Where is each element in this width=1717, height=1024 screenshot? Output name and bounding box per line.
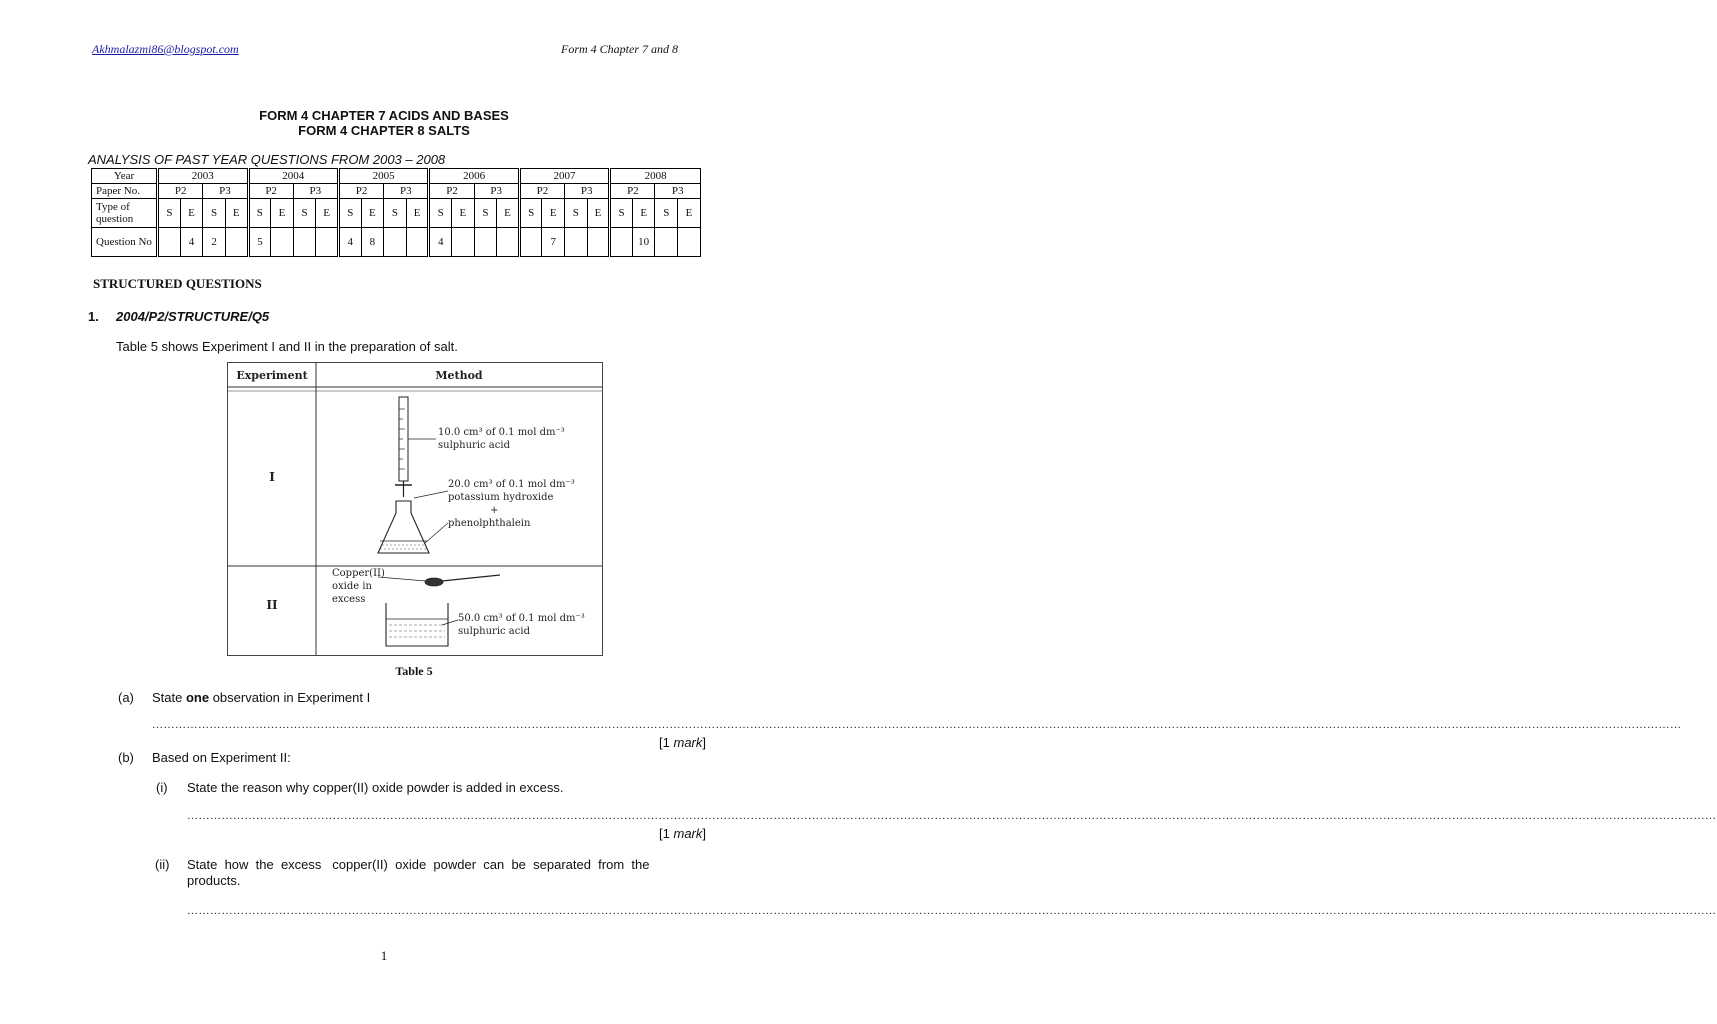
label-h2so4-2: sulphuric acid xyxy=(458,626,530,637)
type-cell: S xyxy=(519,199,542,228)
col-experiment: Experiment xyxy=(236,369,308,382)
question-cell xyxy=(497,228,520,257)
question-cell xyxy=(519,228,542,257)
question-cell: 5 xyxy=(248,228,271,257)
question-cell xyxy=(452,228,475,257)
question-cell xyxy=(406,228,429,257)
table-row-paper xyxy=(92,184,701,199)
title-line-2: FORM 4 CHAPTER 8 SALTS xyxy=(298,123,470,138)
type-cell: S xyxy=(203,199,226,228)
type-cell: S xyxy=(248,199,271,228)
question-cell: 7 xyxy=(542,228,565,257)
type-cell: E xyxy=(632,199,655,228)
question-cell xyxy=(158,228,181,257)
part-bi-label: (i) xyxy=(156,780,168,795)
part-a-pre: State xyxy=(152,690,186,705)
question-cell xyxy=(293,228,316,257)
label-acid-2: sulphuric acid xyxy=(438,440,510,451)
part-bi-text: State the reason why copper(II) oxide powder is added in excess. xyxy=(187,780,564,795)
type-label: Type of question xyxy=(92,199,158,228)
paper-cell: P2 xyxy=(610,184,655,199)
question-cell xyxy=(610,228,633,257)
experiment-figure xyxy=(227,362,603,656)
paper-cell: P3 xyxy=(384,184,429,199)
year-cell: 2006 xyxy=(429,169,519,184)
label-cuo-3: excess xyxy=(332,594,366,605)
type-cell: S xyxy=(610,199,633,228)
paper-cell: P2 xyxy=(429,184,474,199)
label-plus: + xyxy=(490,505,499,516)
part-b-text: Based on Experiment II: xyxy=(152,750,291,765)
table-row-year xyxy=(92,169,701,184)
type-cell: E xyxy=(271,199,294,228)
question-cell xyxy=(587,228,610,257)
paper-cell: P2 xyxy=(338,184,383,199)
question-cell xyxy=(384,228,407,257)
beaker xyxy=(386,603,448,646)
year-cell: 2007 xyxy=(519,169,609,184)
answer-line-bi[interactable]: ………………………………………………………………………………………………………………………………………………………………………………………………………………………………………………………………………………………………………………………………………………………………… xyxy=(187,810,1717,822)
part-bii-text-2: products. xyxy=(187,873,241,888)
answer-line-a[interactable]: ………………………………………………………………………………………………………………………………………………………………………………………………………………………………………………………………………………………………………………………………………………………………… xyxy=(152,719,1682,731)
type-cell: E xyxy=(452,199,475,228)
past-year-table xyxy=(91,168,701,257)
year-cell: 2008 xyxy=(610,169,701,184)
type-cell: E xyxy=(542,199,565,228)
type-cell: E xyxy=(497,199,520,228)
question-cell xyxy=(316,228,339,257)
label-koh-3: phenolphthalein xyxy=(448,518,531,529)
table-row-question xyxy=(92,228,701,257)
question-number: 1. xyxy=(88,309,99,324)
part-a-text xyxy=(152,690,370,705)
conical-flask xyxy=(378,501,429,553)
type-cell: E xyxy=(180,199,203,228)
type-cell: S xyxy=(565,199,588,228)
label-acid-1: 10.0 cm³ of 0.1 mol dm⁻³ xyxy=(438,427,565,438)
type-cell: S xyxy=(158,199,181,228)
part-b-label: (b) xyxy=(118,750,134,765)
spatula xyxy=(425,575,500,586)
analysis-heading: ANALYSIS OF PAST YEAR QUESTIONS FROM 2003 – 2008 xyxy=(88,152,446,167)
part-bi-mark-italic: mark xyxy=(673,826,703,841)
part-bi-mark-pre: [1 xyxy=(659,826,674,841)
experiment-diagram xyxy=(228,363,602,655)
experiment-2-label: II xyxy=(266,598,278,612)
table-row-type xyxy=(92,199,701,228)
question-cell: 2 xyxy=(203,228,226,257)
part-bii-label: (ii) xyxy=(155,857,170,872)
question-cell xyxy=(225,228,248,257)
question-cell: 4 xyxy=(338,228,361,257)
paper-cell: P3 xyxy=(293,184,338,199)
type-cell: S xyxy=(655,199,678,228)
type-cell: E xyxy=(316,199,339,228)
answer-line-bii[interactable]: ………………………………………………………………………………………………………………………………………………………………………………………………………………………………………………………………………………………………………………………………………………………………… xyxy=(187,905,1717,917)
type-cell: S xyxy=(338,199,361,228)
section-title: STRUCTURED QUESTIONS xyxy=(93,276,262,291)
question-cell: 10 xyxy=(632,228,655,257)
burette xyxy=(395,397,412,497)
type-cell: E xyxy=(361,199,384,228)
part-a-mark-italic: mark xyxy=(673,735,703,750)
label-koh-2: potassium hydroxide xyxy=(448,492,554,503)
type-cell: S xyxy=(474,199,497,228)
type-cell: E xyxy=(406,199,429,228)
part-a-post: observation in Experiment I xyxy=(209,690,371,705)
question-cell: 8 xyxy=(361,228,384,257)
page-number: 1 xyxy=(380,948,388,963)
paper-cell: P2 xyxy=(248,184,293,199)
col-method: Method xyxy=(435,369,483,382)
part-a-bold: one xyxy=(185,690,210,705)
paper-cell: P3 xyxy=(565,184,610,199)
label-koh-1: 20.0 cm³ of 0.1 mol dm⁻³ xyxy=(448,479,575,490)
part-bii-text-1: State how the excess copper(II) oxide powder can be separated from the xyxy=(187,857,650,872)
type-cell: S xyxy=(429,199,452,228)
part-bi-mark xyxy=(659,826,706,841)
question-cell xyxy=(565,228,588,257)
question-cell xyxy=(271,228,294,257)
question-cell: 4 xyxy=(429,228,452,257)
figure-caption: Table 5 xyxy=(395,664,433,678)
paper-cell: P2 xyxy=(158,184,203,199)
paper-cell: P2 xyxy=(519,184,564,199)
paper-cell: P3 xyxy=(474,184,519,199)
year-cell: 2003 xyxy=(158,169,248,184)
type-cell: S xyxy=(384,199,407,228)
part-a-mark-pre: [1 xyxy=(659,735,674,750)
label-h2so4-1: 50.0 cm³ of 0.1 mol dm⁻³ xyxy=(458,613,585,624)
question-label: Question No xyxy=(92,228,158,257)
year-label: Year xyxy=(92,169,158,184)
year-cell: 2005 xyxy=(338,169,428,184)
label-cuo-1: Copper(II) xyxy=(332,568,385,579)
year-cell: 2004 xyxy=(248,169,338,184)
type-cell: S xyxy=(293,199,316,228)
type-cell: E xyxy=(587,199,610,228)
question-cell xyxy=(678,228,701,257)
question-reference: 2004/P2/STRUCTURE/Q5 xyxy=(116,309,270,324)
part-bi-mark-post: ] xyxy=(702,826,706,841)
type-cell: E xyxy=(225,199,248,228)
label-cuo-2: oxide in xyxy=(332,581,372,592)
header-chapter: Form 4 Chapter 7 and 8 xyxy=(561,42,678,56)
part-a-mark-post: ] xyxy=(702,735,706,750)
part-a-label: (a) xyxy=(118,690,134,705)
type-cell: E xyxy=(678,199,701,228)
question-cell: 4 xyxy=(180,228,203,257)
paper-label: Paper No. xyxy=(92,184,158,199)
header-email-link[interactable]: Akhmalazmi86@blogspot.com xyxy=(92,42,239,56)
question-intro: Table 5 shows Experiment I and II in the preparation of salt. xyxy=(116,339,458,354)
title-line-1: FORM 4 CHAPTER 7 ACIDS AND BASES xyxy=(259,108,509,123)
question-cell xyxy=(474,228,497,257)
paper-cell: P3 xyxy=(655,184,701,199)
paper-cell: P3 xyxy=(203,184,248,199)
question-cell xyxy=(655,228,678,257)
experiment-1-label: I xyxy=(269,470,275,484)
part-a-mark xyxy=(659,735,706,750)
